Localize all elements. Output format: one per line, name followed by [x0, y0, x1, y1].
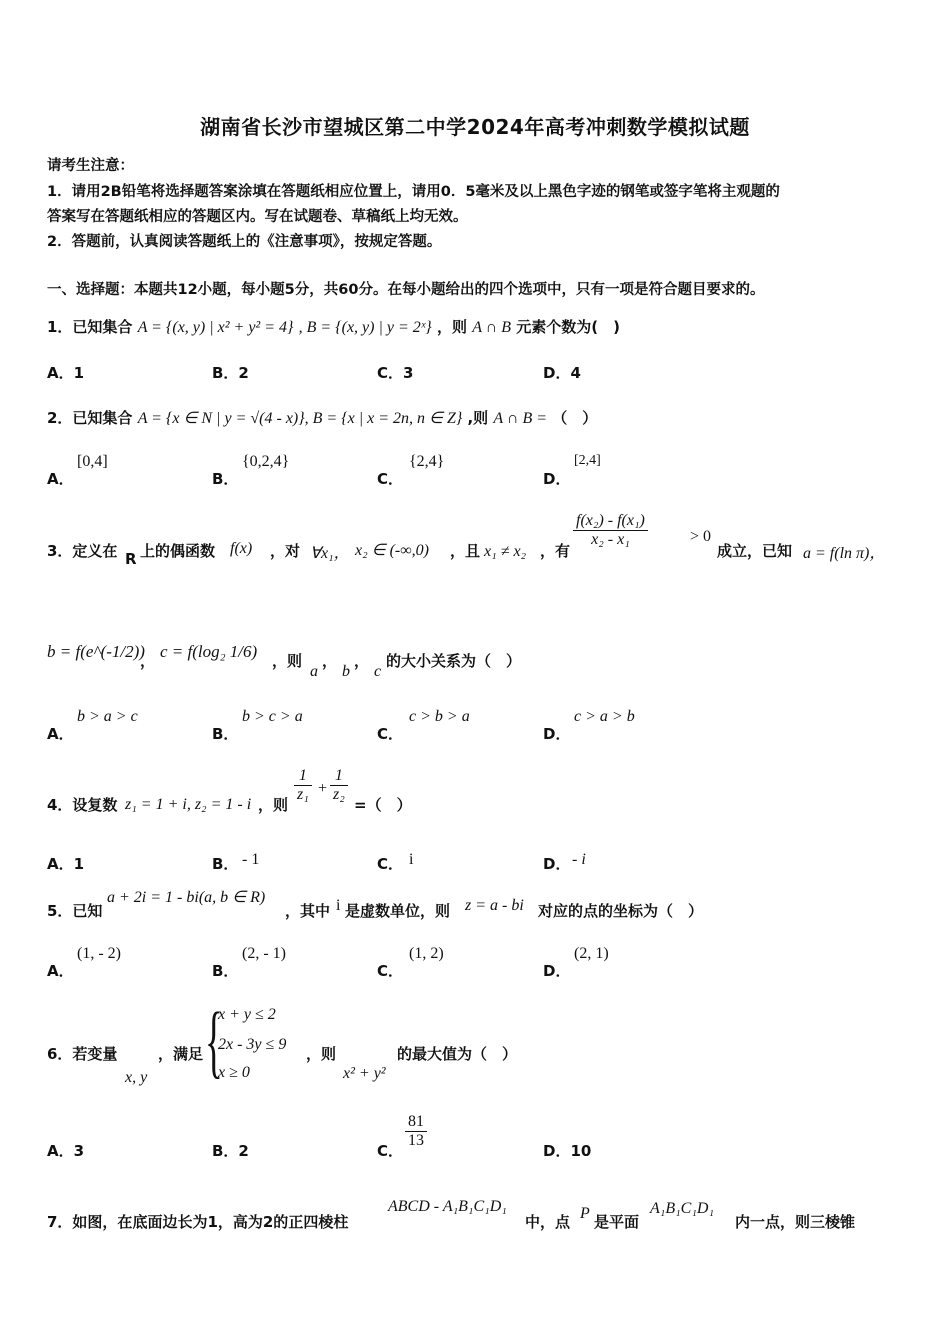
q4-option-c-label: C． — [377, 855, 404, 873]
q2-option-b-value: {0,2,4} — [242, 453, 290, 470]
q5-option-d-label: D． — [543, 962, 571, 980]
q2-option-c-value: {2,4} — [409, 453, 445, 470]
q4-frac-1 — [294, 767, 312, 804]
q6-vars: x, y — [125, 1069, 148, 1086]
q6-suffix: 的最大值为（ ） — [397, 1045, 518, 1063]
q3-fraction — [573, 512, 648, 549]
q2-option-d-value: [2,4] — [574, 453, 601, 468]
q6-t2: ，满足 — [158, 1045, 204, 1063]
notice-line-1: 1．请用2B铅笔将选择题答案涂填在答题纸相应位置上，请用0．5毫米及以上黑色字迹的钢笔或签字笔将主观题的 — [47, 184, 780, 200]
q6-option-b: B．2 — [212, 1142, 249, 1160]
q3-comma-3: ， — [354, 652, 370, 670]
q5-z: z = a - bi — [465, 897, 524, 914]
q3-comma: ， — [140, 652, 156, 670]
q4-then: ，则 — [258, 796, 289, 814]
q2-option-a-value: [0,4] — [77, 453, 108, 470]
q7-plane: A₁B₁C₁D₁ — [650, 1200, 715, 1217]
q3-t1: 3．定义在 — [47, 542, 118, 560]
q3-t4: ，且 — [450, 542, 481, 560]
section-heading: 一、选择题：本题共12小题，每小题5分，共60分。在每小题给出的四个选项中，只有一项是符合题目要求的。 — [47, 282, 765, 298]
q3-option-b-value: b > c > a — [242, 708, 303, 725]
q4-option-d-value: - i — [572, 851, 586, 868]
q3-t5: ，有 — [540, 542, 571, 560]
q6-option-a: A．3 — [47, 1142, 85, 1160]
q3-var-b: b — [342, 663, 350, 680]
notice-heading: 请考生注意： — [47, 158, 134, 174]
q4-frac-2-den: z₂ — [333, 786, 345, 803]
q6-constraint-3: x ≥ 0 — [218, 1064, 250, 1081]
q4-option-b-value: - 1 — [242, 851, 260, 868]
q3-option-d-label: D． — [543, 725, 571, 743]
question-1 — [47, 316, 620, 337]
q6-frac-num: 81 — [405, 1113, 427, 1132]
q4-option-a: A．1 — [47, 855, 85, 873]
q4-option-b-label: B． — [212, 855, 239, 873]
q7-t3: 是平面 — [594, 1213, 640, 1231]
question-2 — [47, 407, 597, 428]
q5-option-c-value: (1, 2) — [409, 945, 444, 962]
q3-b-def: b = f(e^(-1/2)) — [47, 642, 145, 661]
q1-expr: A ∩ B — [472, 319, 511, 336]
q3-t3: ，对 — [270, 542, 301, 560]
q3-forall: ∀x₁， — [310, 545, 350, 562]
q5-option-a-label: A． — [47, 962, 74, 980]
q3-neq: x₁ ≠ x₂ — [484, 543, 527, 560]
q1-option-d: D．4 — [543, 364, 581, 382]
q3-option-b-label: B． — [212, 725, 239, 743]
q7-t2: 中，点 — [525, 1213, 571, 1231]
q1-suffix: 元素个数为( ) — [516, 318, 620, 336]
q3-option-a-value: b > a > c — [77, 708, 138, 725]
q1-set-b: , B = {(x, y) | y = 2ˣ} — [298, 319, 432, 336]
q3-a-def: a = f(ln π)， — [803, 545, 886, 562]
q1-then: ，则 — [436, 318, 467, 336]
q4-frac-1-num: 1 — [294, 767, 312, 786]
q2-option-d-label: D． — [543, 470, 571, 488]
q5-option-b-value: (2, - 1) — [242, 945, 286, 962]
q6-option-c-label: C． — [377, 1142, 404, 1160]
q2-option-a-label: A． — [47, 470, 74, 488]
q3-var-c: c — [374, 663, 382, 680]
q5-option-d-value: (2, 1) — [574, 945, 609, 962]
q3-option-d-value: c > a > b — [574, 708, 635, 725]
q3-var-a: a — [310, 663, 318, 680]
q5-i: i — [336, 897, 341, 914]
q6-target: x² + y² — [343, 1065, 386, 1082]
q3-option-a-label: A． — [47, 725, 74, 743]
q3-gt: > 0 — [690, 528, 712, 545]
q4-prefix: 4．设复数 — [47, 796, 118, 814]
q3-t8: 的大小关系为（ ） — [386, 652, 522, 670]
q7-t4: 内一点，则三棱锥 — [735, 1213, 856, 1231]
q1-set-a: A = {(x, y) | x² + y² = 4} — [137, 319, 294, 336]
q5-t3: 是虚数单位，则 — [345, 902, 451, 920]
q3-t7: ，则 — [272, 652, 303, 670]
q5-prefix: 5．已知 — [47, 902, 103, 920]
q1-option-a: A．1 — [47, 364, 85, 382]
q4-frac-2-num: 1 — [330, 767, 348, 786]
q6-frac-den: 13 — [408, 1132, 424, 1149]
q4-eq: =（ ） — [354, 796, 412, 814]
q2-expr: A = {x ∈ N | y = √(4 - x)}, B = {x | x = 2n, n ∈ Z} — [137, 410, 463, 427]
q7-prefix: 7．如图，在底面边长为1，高为2的正四棱柱 — [47, 1213, 349, 1231]
notice-line-2: 答案写在答题纸相应的答题区内。写在试题卷、草稿纸上均无效。 — [47, 209, 468, 225]
q4-frac-2 — [330, 767, 348, 804]
q6-constraint-1: x + y ≤ 2 — [218, 1006, 276, 1023]
q3-t6: 成立，已知 — [717, 542, 793, 560]
q4-plus: + — [318, 780, 328, 797]
q1-option-c: C．3 — [377, 364, 414, 382]
q2-option-b-label: B． — [212, 470, 239, 488]
q3-c-def: c = f(log₂ 1/6) — [160, 642, 258, 661]
q6-brace: { — [205, 995, 223, 1086]
q5-option-a-value: (1, - 2) — [77, 945, 121, 962]
notice-line-3: 2．答题前，认真阅读答题纸上的《注意事项》，按规定答题。 — [47, 234, 442, 250]
q4-option-d-label: D． — [543, 855, 571, 873]
q5-t2: ，其中 — [285, 902, 331, 920]
q3-frac-den: x₂ - x₁ — [591, 531, 630, 548]
q4-expr: z₁ = 1 + i, z₂ = 1 - i — [125, 796, 252, 813]
q5-option-c-label: C． — [377, 962, 404, 980]
page-title: 湖南省长沙市望城区第二中学2024年高考冲刺数学模拟试题 — [200, 115, 750, 139]
q1-option-b: B．2 — [212, 364, 249, 382]
q3-R: R — [125, 550, 137, 568]
q4-option-c-value: i — [409, 851, 414, 868]
q3-frac-num: f(x₂) - f(x₁) — [573, 512, 648, 531]
q6-constraint-2: 2x - 3y ≤ 9 — [218, 1036, 287, 1053]
q2-option-c-label: C． — [377, 470, 404, 488]
q6-then: ，则 — [306, 1045, 337, 1063]
q2-suffix: （ ） — [552, 409, 598, 427]
q6-prefix: 6．若变量 — [47, 1045, 118, 1063]
q2-then: ,则 — [467, 409, 489, 427]
q6-option-c-fraction — [405, 1113, 427, 1150]
q6-option-d: D．10 — [543, 1142, 592, 1160]
q7-prism: ABCD - A₁B₁C₁D₁ — [388, 1198, 507, 1215]
q2-expr2: A ∩ B = — [493, 410, 548, 427]
q3-option-c-label: C． — [377, 725, 404, 743]
q3-fx: f(x) — [230, 540, 253, 557]
q3-option-c-value: c > b > a — [409, 708, 470, 725]
q3-x2-domain: x₂ ∈ (-∞,0) — [355, 542, 429, 559]
q1-prefix: 1．已知集合 — [47, 318, 133, 336]
q5-option-b-label: B． — [212, 962, 239, 980]
q4-frac-1-den: z₁ — [297, 786, 309, 803]
q5-t4: 对应的点的坐标为（ ） — [538, 902, 704, 920]
q7-P: P — [580, 1205, 590, 1222]
q5-expr: a + 2i = 1 - bi(a, b ∈ R) — [107, 889, 266, 906]
q2-prefix: 2．已知集合 — [47, 409, 133, 427]
q3-comma-2: ， — [322, 652, 338, 670]
q3-t2: 上的偶函数 — [140, 542, 216, 560]
